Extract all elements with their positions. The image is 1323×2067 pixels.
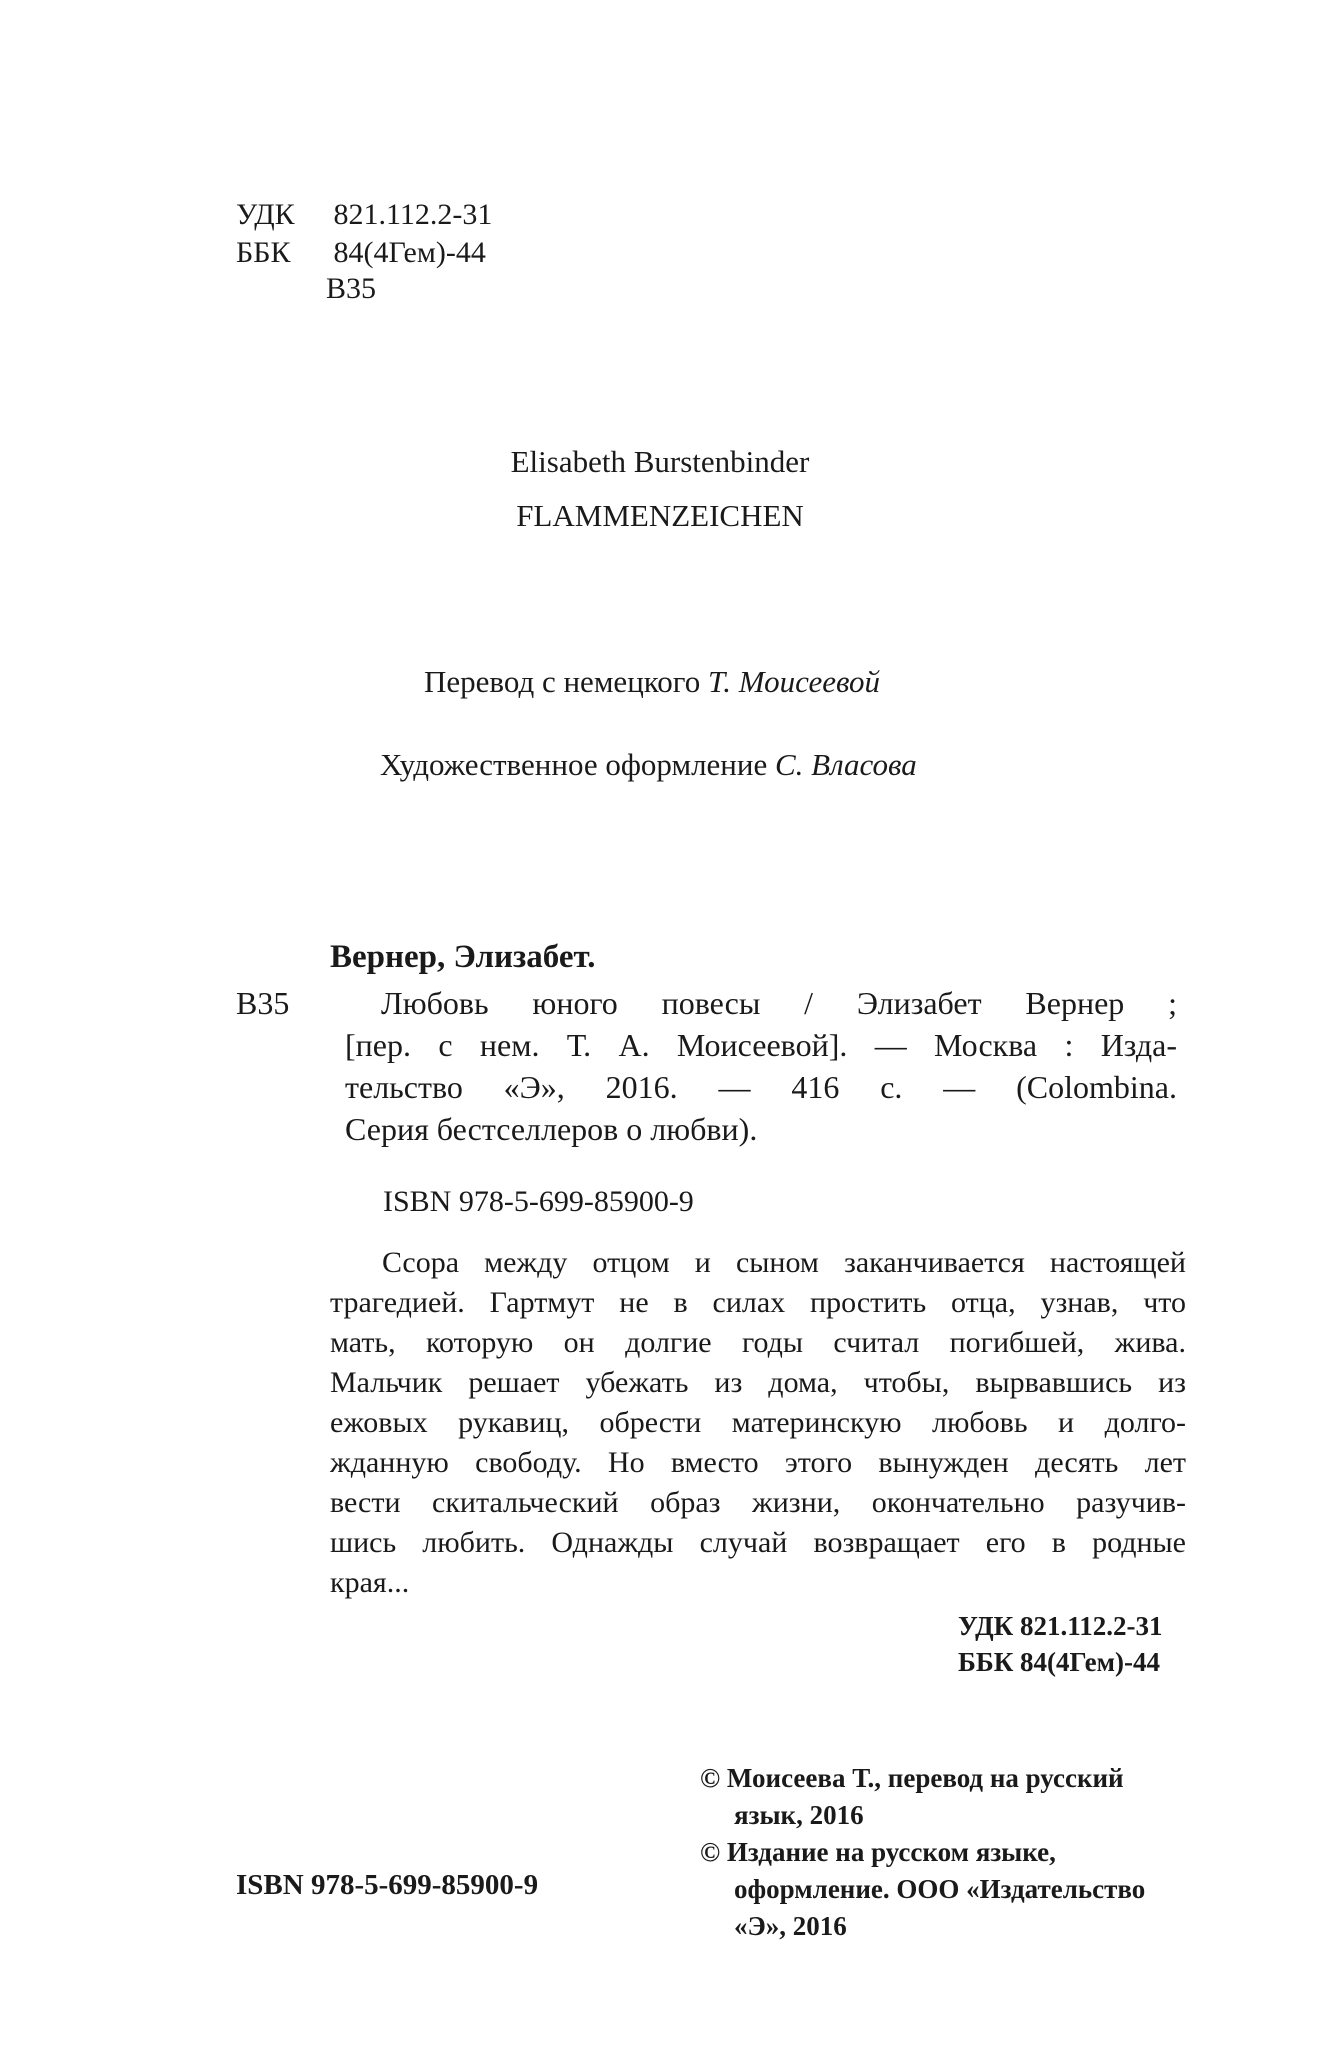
udk-code-bold: УДК 821.112.2-31 xyxy=(958,1611,1163,1641)
copyright-line: © Издание на русском языке, xyxy=(700,1837,1056,1867)
annotation-line: Мальчик решает убежать из дома, чтобы, вырвавшись из xyxy=(330,1366,1186,1399)
original-author: Elisabeth Burstenbinder xyxy=(510,444,810,479)
bbk-row xyxy=(236,234,486,272)
udk-value: 821.112.2-31 xyxy=(333,198,493,231)
bib-line: Серия бестселлеров о любви). xyxy=(345,1111,758,1147)
design-prefix: Художественное оформление xyxy=(380,747,775,782)
annotation xyxy=(330,1243,1186,1603)
udk-label: УДК xyxy=(236,198,295,231)
copyright-line: оформление. ООО «Издательство xyxy=(734,1874,1146,1904)
bib-description xyxy=(345,982,1177,1150)
original-title: FLAMMENZEICHEN xyxy=(516,498,804,533)
bib-isbn: ISBN 978-5-699-85900-9 xyxy=(383,1185,694,1218)
annotation-line: мать, которую он долгие годы считал погибшей, жива. xyxy=(330,1326,1186,1359)
annotation-line: жданную свободу. Но вместо этого вынужден десять лет xyxy=(330,1446,1186,1479)
annotation-line: края... xyxy=(330,1566,410,1599)
annotation-line: трагедией. Гартмут не в силах простить отца, узнав, что xyxy=(330,1286,1186,1319)
design-credit xyxy=(380,745,917,785)
bib-line: Любовь юного повесы / Элизабет Вернер ; xyxy=(381,985,1177,1021)
annotation-line: Ссора между отцом и сыном заканчивается настоящей xyxy=(382,1246,1186,1279)
translator-name: Т. Моисеевой xyxy=(707,664,881,699)
annotation-line: шись любить. Однажды случай возвращает его в родные xyxy=(330,1526,1186,1559)
author-code: В35 xyxy=(326,272,377,305)
translation-credit xyxy=(424,662,880,702)
annotation-line: вести скитальческий образ жизни, окончательно разучив- xyxy=(330,1486,1186,1519)
translation-prefix: Перевод с немецкого xyxy=(424,664,708,699)
copyright-line: «Э», 2016 xyxy=(734,1911,847,1941)
designer-name: С. Власова xyxy=(775,747,917,782)
bib-line: тельство «Э», 2016. — 416 с. — (Colombina. xyxy=(345,1069,1177,1105)
bbk-code-bold: ББК 84(4Гем)-44 xyxy=(958,1647,1160,1677)
bbk-value: 84(4Гем)-44 xyxy=(333,236,486,269)
bbk-label: ББК xyxy=(236,236,291,269)
udk-row xyxy=(236,196,492,234)
bib-line: [пер. с нем. Т. А. Моисеевой]. — Москва : Изда- xyxy=(345,1027,1177,1063)
copyright-line: © Моисеева Т., перевод на русский xyxy=(700,1763,1124,1793)
copyright-line: язык, 2016 xyxy=(734,1800,864,1830)
bib-code: В35 xyxy=(236,985,290,1021)
annotation-line: ежовых рукавиц, обрести материнскую любовь и долго- xyxy=(330,1406,1186,1439)
isbn-bottom: ISBN 978-5-699-85900-9 xyxy=(236,1869,539,1901)
bib-author: Вернер, Элизабет. xyxy=(330,939,596,975)
